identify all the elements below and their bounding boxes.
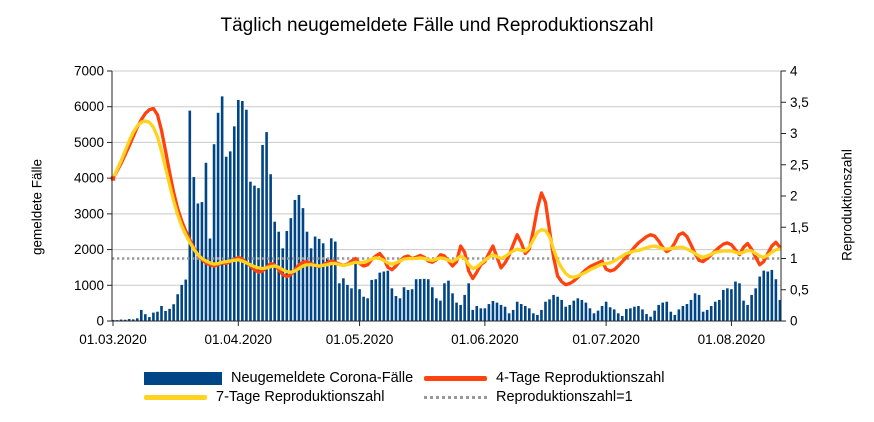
- svg-text:1,5: 1,5: [790, 219, 809, 235]
- legend-label: 7-Tage Reproduktionszahl: [216, 389, 385, 405]
- svg-text:1: 1: [790, 251, 798, 266]
- svg-text:01.05.2020: 01.05.2020: [325, 332, 394, 347]
- svg-text:2,5: 2,5: [790, 157, 809, 173]
- svg-text:4: 4: [790, 63, 798, 79]
- left-axis-title: gemeldete Fälle: [29, 158, 45, 256]
- legend-label: 4-Tage Reproduktionszahl: [496, 370, 665, 386]
- svg-text:0: 0: [790, 313, 798, 329]
- chart-title: Täglich neugemeldete Fälle und Reproduktionszahl: [220, 15, 654, 36]
- svg-text:5000: 5000: [73, 134, 104, 150]
- legend-swatch-dotted: [424, 396, 487, 399]
- svg-text:7000: 7000: [73, 63, 104, 79]
- bars-neugemeldete-faelle: [112, 96, 782, 321]
- legend-swatch-line: [424, 376, 487, 381]
- svg-text:01.08.2020: 01.08.2020: [697, 332, 766, 347]
- legend-swatch-line: [144, 395, 207, 400]
- legend-item-3: [144, 389, 424, 405]
- svg-text:01.04.2020: 01.04.2020: [204, 332, 273, 347]
- svg-text:3000: 3000: [73, 206, 104, 222]
- right-axis-title: Reproduktionszahl: [839, 149, 855, 261]
- svg-text:3,5: 3,5: [790, 94, 809, 110]
- legend-row: [144, 389, 730, 405]
- svg-text:4000: 4000: [73, 170, 104, 186]
- legend-label: Neugemeldete Corona-Fälle: [231, 370, 414, 386]
- svg-text:01.07.2020: 01.07.2020: [572, 332, 640, 347]
- svg-text:0,5: 0,5: [790, 282, 809, 298]
- svg-text:6000: 6000: [73, 99, 104, 115]
- svg-text:01.06.2020: 01.06.2020: [451, 332, 519, 347]
- legend: [0, 370, 874, 405]
- svg-text:2: 2: [790, 188, 798, 204]
- legend-item-2: [424, 370, 730, 386]
- svg-text:1000: 1000: [73, 277, 104, 293]
- legend-row: [144, 370, 730, 386]
- x-axis-tick-labels: [79, 332, 765, 347]
- legend-item-4: [424, 389, 730, 405]
- svg-text:01.03.2020: 01.03.2020: [79, 332, 147, 347]
- legend-swatch-bar: [144, 372, 222, 385]
- svg-text:3: 3: [790, 126, 798, 141]
- svg-text:2000: 2000: [73, 242, 104, 258]
- legend-label: Reproduktionszahl=1: [496, 389, 633, 405]
- y-left-tick-labels: [74, 64, 104, 329]
- gridlines: [112, 71, 781, 285]
- svg-text:0: 0: [96, 313, 104, 329]
- y-right-tick-labels: [790, 64, 809, 329]
- legend-item-1: [144, 370, 424, 386]
